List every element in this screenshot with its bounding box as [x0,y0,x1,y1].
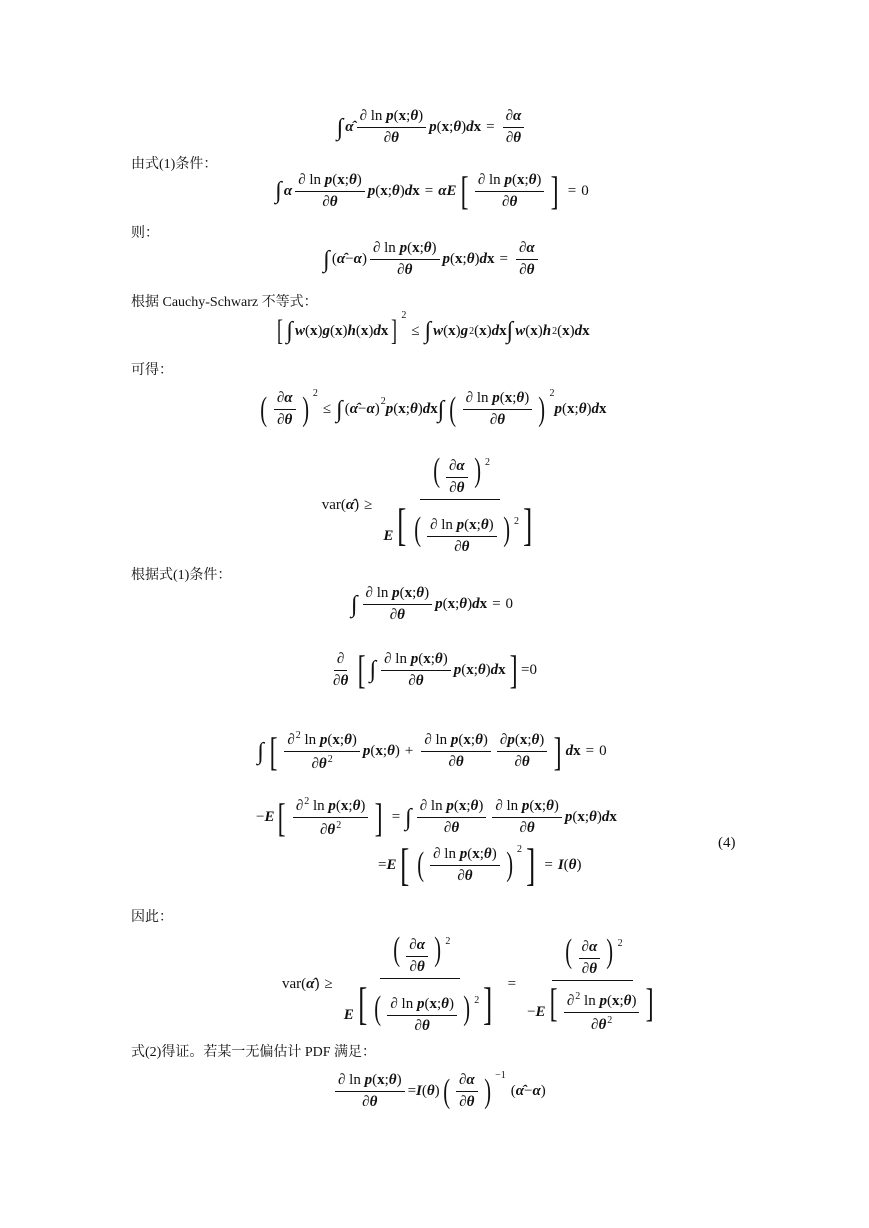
equation-8: $\frac{\partial}{\partial\theta}$ [ ∫ $\frac{\text{∂ ln p(x;θ)}}{\partial\theta}$ p ( x ; θ ) d x ] =0 [333,647,537,692]
text-obtain: 可得： [131,363,173,378]
text-proven: 式(2)得证。若某一无偏估计 PDF 满足： [131,1045,377,1060]
equation-7: ∫ $\frac{\text{∂ ln p(x;θ)}}{\partial\theta}$ p ( x ; θ ) d x = 0 [350,585,514,623]
equation-var-bound: var ( α̂ ) ≥ ( $\frac{\partial\alpha}{\partial\theta}$ ) $^2$ E[ ( $\frac{\text{∂ ln p(x;θ)}}{\partial\theta}$ ) $^2$] [321,452,533,556]
text-cauchy-schwarz: 根据 Cauchy-Schwarz 不等式： [131,295,318,310]
equation-9: ∫ [ $\frac{\partial^2 \ln p(x;\theta)}{\partial\theta^2}$ p ( x ; θ ) + $\frac{\text{∂ ln p(x;θ)}}{\partial\theta}$ $\frac{\partial p(x;\theta)}{\partial\theta}$ ] d x = 0 [257,728,607,774]
text-condition-2: 根据式(1)条件： [131,568,232,583]
equation-cauchy-schwarz: [ ∫ w ( x ) g ( x ) h ( x ) d x ] 2 ≤ ∫ w ( x ) g 2 ( x ) d x ∫ w ( x ) h 2 ( x ) d x [277,309,590,347]
text-therefore: 因此： [131,910,173,925]
equation-number: (4) [718,835,736,851]
equation-1: ∫ α̂ $\frac{\text{∂ ln p(x;θ)}}{\partial\theta}$ p ( x ; θ ) d x = $\frac{\partial\alpha}{\partial\theta}$ [0,108,869,147]
text-condition-1: 由式(1)条件： [131,157,218,172]
equation-5: ( $\frac{\partial\alpha}{\partial\theta}$ ) 2 ≤ ∫ ( α̂ − α ) 2 p ( x ; θ ) d x ∫ ( $\frac{\text{∂ ln p(x;θ)}}{\partial\theta}$ ) 2 p ( x ; θ ) d x [260,388,607,428]
equation-2: ∫ α $\frac{\text{∂ ln p(x;θ)}}{\partial\theta}$ p ( x ; θ ) d x = α E [ $\frac{\text{∂ ln p(x;θ)}}{\partial\theta}$ ] = 0 [275,168,589,213]
text-then: 则： [131,226,159,241]
equation-3: ∫ ( α̂ − α ) $\frac{\text{∂ ln p(x;θ)}}{\partial\theta}$ p ( x ; θ ) d x = $\frac{\partial\alpha}{\partial\theta}$ [0,240,869,279]
